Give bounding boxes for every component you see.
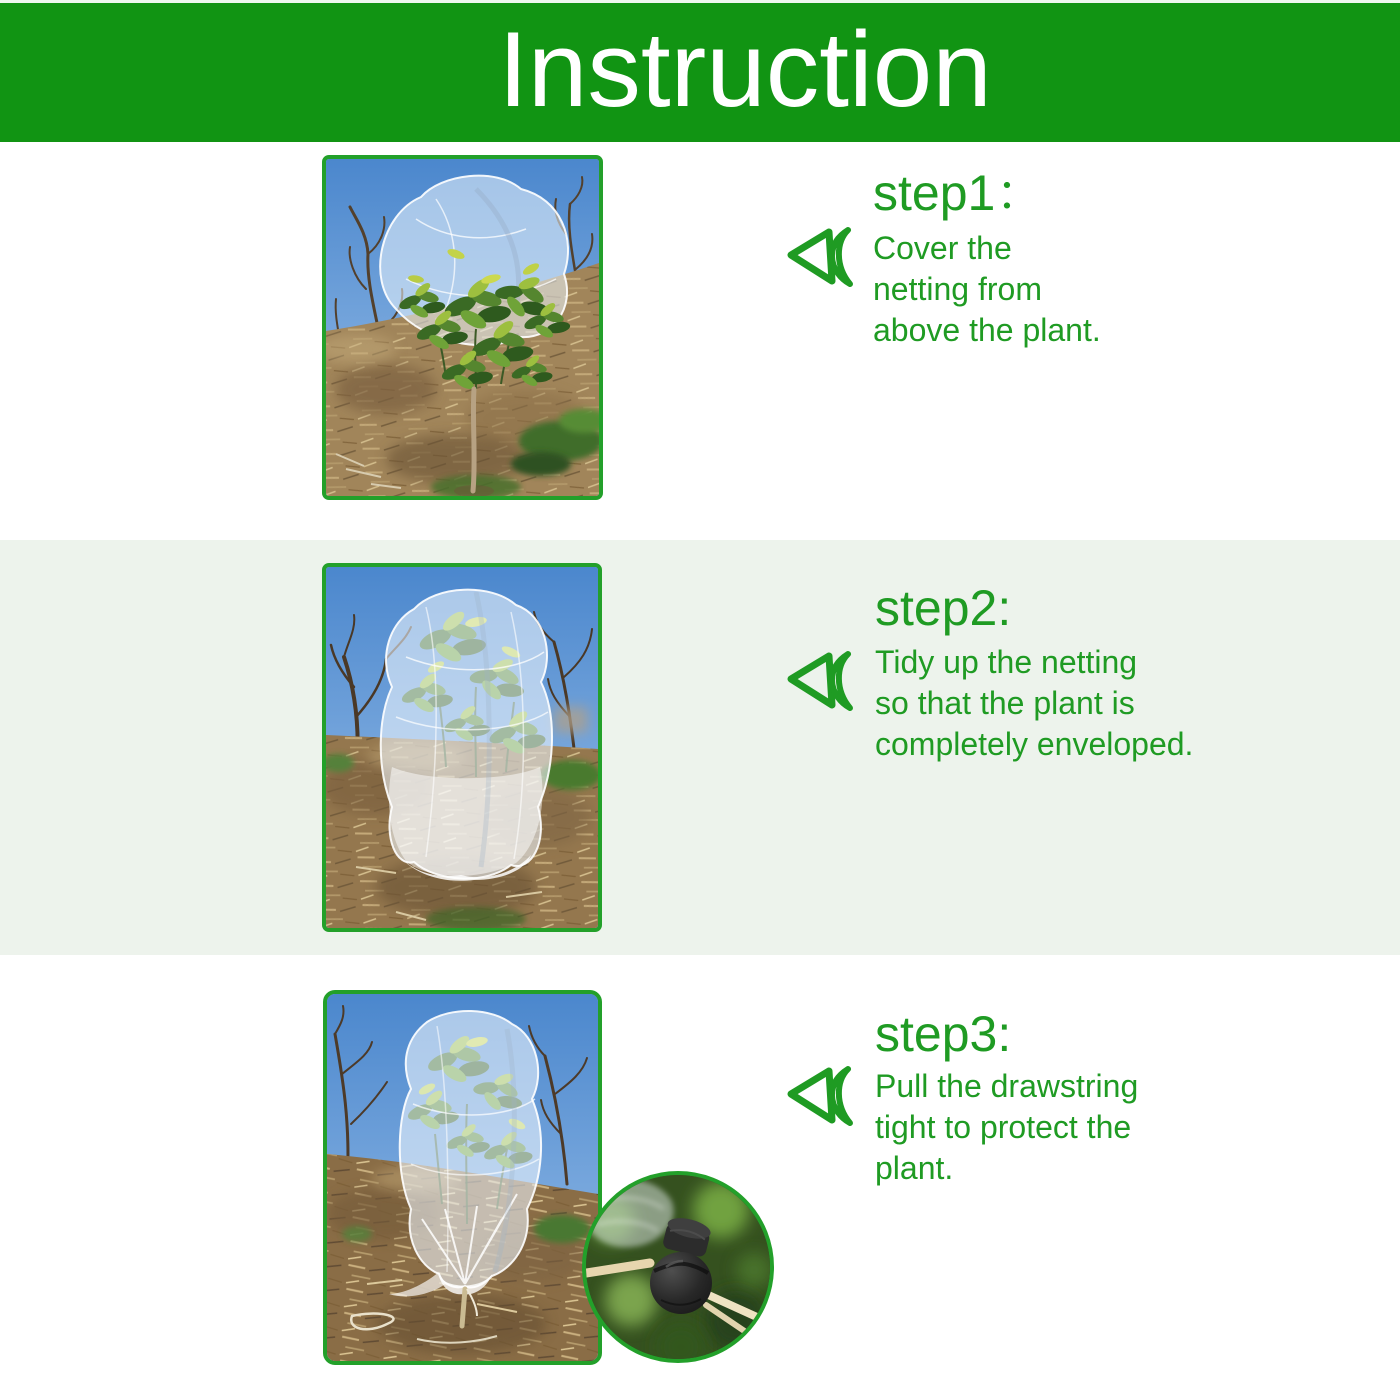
header-banner (0, 3, 1400, 142)
drawstring-closeup-illustration (586, 1175, 770, 1359)
step1-line2: netting from (873, 271, 1042, 307)
step3-photo-illustration (327, 994, 598, 1361)
step1-line3: above the plant. (873, 312, 1101, 348)
step2-line1: Tidy up the netting (875, 644, 1138, 680)
step3-line2: tight to protect the (875, 1109, 1132, 1145)
netting (381, 590, 552, 881)
step2-photo-illustration (326, 567, 598, 928)
step2-description (875, 642, 1193, 765)
step3-line1: Pull the drawstring (875, 1068, 1139, 1104)
rewind-arrows-icon (786, 1063, 862, 1129)
step3-line3: plant. (875, 1150, 954, 1186)
rewind-arrows-icon (786, 224, 862, 290)
step3-photo (323, 990, 602, 1365)
step3-description (875, 1066, 1138, 1189)
step1-photo (322, 155, 603, 500)
step1-description (873, 228, 1101, 351)
step1-line1: Cover the (873, 230, 1012, 266)
step1-photo-illustration (326, 159, 599, 496)
step1-heading: step1： (873, 165, 1046, 221)
drawstring-closeup-photo (582, 1171, 774, 1363)
step2-heading: step2: (875, 580, 1012, 636)
step2-line2: so that the plant is (875, 685, 1135, 721)
step2-photo (322, 563, 602, 932)
step2-line3: completely enveloped. (875, 726, 1194, 762)
distant-structure (554, 707, 588, 733)
step3-heading: step3: (875, 1006, 1012, 1062)
page-title: Instruction (498, 9, 992, 129)
rewind-arrows-icon (786, 648, 862, 714)
